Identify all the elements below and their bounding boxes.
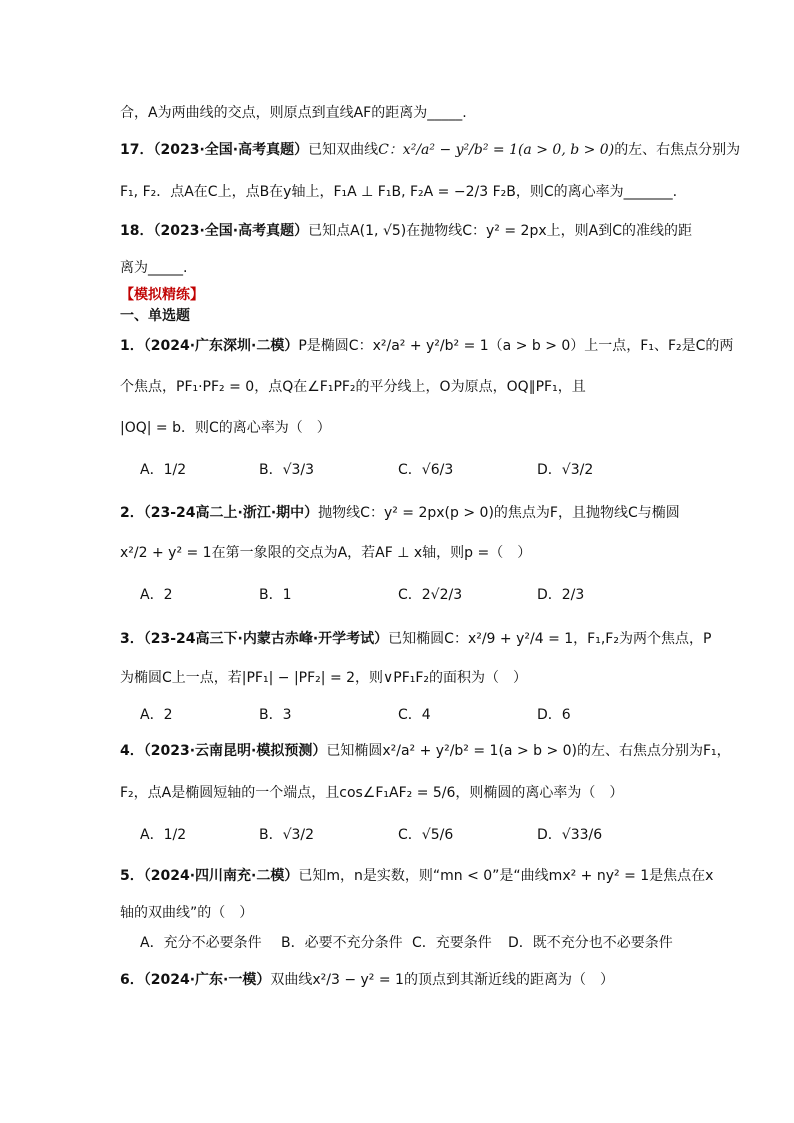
question-source: （2024·广东深圳·二模）: [143, 338, 299, 354]
question-2-option-d: D．2/3: [537, 587, 585, 603]
question-18-line1: 18．（2023·全国·高考真题）已知点A(1, √5)在抛物线C：y² = 2px上，则A到C的准线的距: [120, 223, 692, 239]
question-4-line2: F₂，点A是椭圆短轴的一个端点，且cos∠F₁AF₂ = 5/6，则椭圆的离心率为（ ）: [120, 785, 624, 801]
question-2-line2: x²/2 + y² = 1在第一象限的交点为A，若AF ⊥ x轴，则p =（ ）: [120, 545, 532, 561]
hyperbola-equation: C：x²/a² − y²/b² = 1(a > 0, b > 0): [378, 142, 615, 158]
question-number: 4．: [120, 743, 144, 759]
question-18-line2: 离为_____.: [120, 260, 188, 276]
question-3-option-b: B．3: [259, 707, 292, 723]
question-number: 2．: [120, 505, 144, 521]
question-source: （2024·四川南充·二模）: [143, 868, 299, 884]
question-17-line2: F₁, F₂．点A在C上，点B在y轴上，F₁A ⊥ F₁B, F₂A = −2/3 F₂B，则C的离心率为_______.: [120, 184, 678, 200]
question-source: （23-24高三下·内蒙古赤峰·开学考试）: [143, 631, 389, 647]
question-1-line1: 1．（2024·广东深圳·二模）P是椭圆C：x²/a² + y²/b² = 1（a > b > 0）上一点，F₁、F₂是C的两: [120, 338, 734, 354]
question-3-option-c: C．4: [398, 707, 431, 723]
question-4-option-d: D．√33/6: [537, 827, 603, 843]
question-4-option-c: C．√5/6: [398, 827, 454, 843]
question-number: 6．: [120, 972, 144, 988]
question-2-option-c: C．2√2/3: [398, 587, 463, 603]
question-17-line1: 17．（2023·全国·高考真题）已知双曲线C：x²/a² − y²/b² = 1(a > 0, b > 0)的左、右焦点分别为: [120, 142, 741, 158]
question-4-option-b: B．√3/2: [259, 827, 315, 843]
question-2-option-b: B．1: [259, 587, 292, 603]
question-source: （2023·全国·高考真题）: [153, 142, 309, 158]
question-6-line1: 6．（2024·广东·一模）双曲线x²/3 − y² = 1的顶点到其渐近线的距离为（ ）: [120, 972, 614, 988]
question-source: （2023·云南昆明·模拟预测）: [143, 743, 327, 759]
question-1-option-b: B．√3/3: [259, 462, 315, 478]
question-2-line1: 2．（23-24高二上·浙江·期中）抛物线C：y² = 2px(p > 0)的焦点为F，且抛物线C与椭圆: [120, 505, 680, 521]
question-number: 5．: [120, 868, 144, 884]
question-3-line1: 3．（23-24高三下·内蒙古赤峰·开学考试）已知椭圆C：x²/9 + y²/4 = 1，F₁,F₂为两个焦点，P: [120, 631, 712, 647]
question-5-option-c: C．充要条件: [412, 935, 492, 951]
question-1-option-a: A．1/2: [140, 462, 187, 478]
question-5-line2: 轴的双曲线”的（ ）: [120, 905, 254, 921]
question-source: （23-24高二上·浙江·期中）: [143, 505, 319, 521]
question-4-option-a: A．1/2: [140, 827, 187, 843]
intro-line: 合，A为两曲线的交点，则原点到直线AF的距离为_____.: [120, 105, 467, 121]
question-number: 17．: [120, 142, 154, 158]
section-tag: 【模拟精练】: [120, 287, 204, 303]
question-1-option-c: C．√6/3: [398, 462, 454, 478]
question-number: 18．: [120, 223, 154, 239]
question-3-line2: 为椭圆C上一点，若|PF₁| − |PF₂| = 2，则∨PF₁F₂的面积为（ ）: [120, 670, 528, 686]
question-1-line3: |OQ| = b．则C的离心率为（ ）: [120, 420, 331, 436]
question-number: 3．: [120, 631, 144, 647]
question-5-option-d: D．既不充分也不必要条件: [508, 935, 673, 951]
question-3-option-d: D．6: [537, 707, 571, 723]
question-2-option-a: A．2: [140, 587, 173, 603]
question-1-option-d: D．√3/2: [537, 462, 594, 478]
section-heading: 一、单选题: [120, 308, 190, 324]
question-source: （2024·广东·一模）: [143, 972, 271, 988]
question-5-line1: 5．（2024·四川南充·二模）已知m，n是实数，则“mn < 0”是“曲线mx² + ny² = 1是焦点在x: [120, 868, 714, 884]
question-source: （2023·全国·高考真题）: [153, 223, 309, 239]
question-number: 1．: [120, 338, 144, 354]
question-3-option-a: A．2: [140, 707, 173, 723]
question-4-line1: 4．（2023·云南昆明·模拟预测）已知椭圆x²/a² + y²/b² = 1(a > b > 0)的左、右焦点分别为F₁，: [120, 743, 731, 759]
question-5-option-b: B．必要不充分条件: [281, 935, 403, 951]
question-5-option-a: A．充分不必要条件: [140, 935, 262, 951]
question-1-line2: 个焦点，PF₁·PF₂ = 0，点Q在∠F₁PF₂的平分线上，O为原点，OQ∥PF₁，且: [120, 379, 586, 395]
